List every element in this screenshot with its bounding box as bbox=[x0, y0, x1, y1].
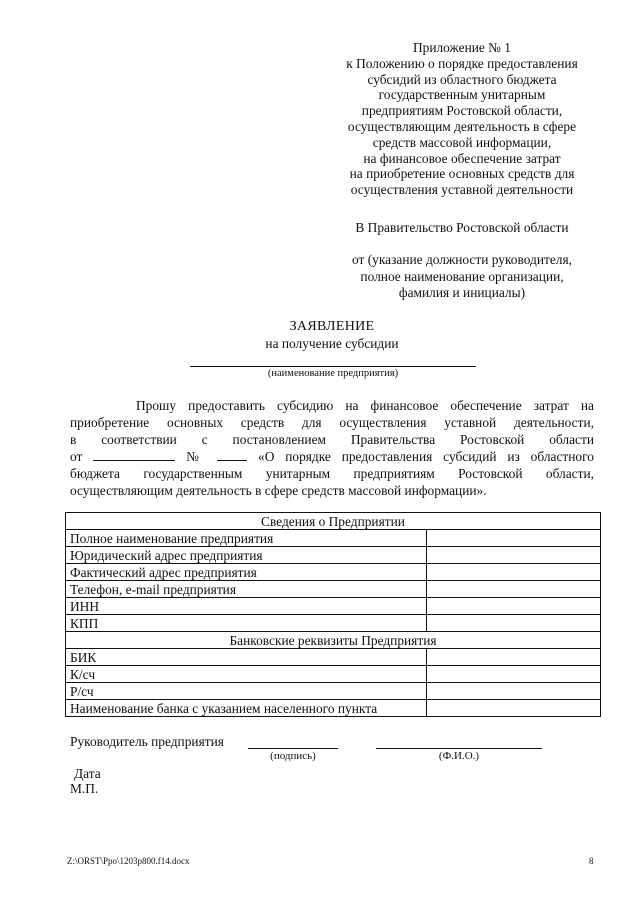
table-section-row bbox=[66, 632, 601, 649]
body-line: осуществляющим деятельность в сфере средств массовой информации». bbox=[70, 483, 487, 498]
appendix-line: государственным унитарным bbox=[378, 87, 546, 103]
row-value-cell[interactable] bbox=[427, 530, 601, 547]
sender-block bbox=[322, 252, 602, 302]
row-value-cell[interactable] bbox=[427, 683, 601, 700]
table-row bbox=[66, 564, 601, 581]
body-line: приобретение основных средств для осуществления уставной деятельности, bbox=[70, 415, 594, 430]
decree-number-field[interactable] bbox=[217, 449, 247, 461]
appendix-header bbox=[322, 40, 602, 198]
body-word: от bbox=[70, 449, 83, 464]
row-label: ИНН bbox=[66, 598, 427, 615]
body-word: области bbox=[549, 432, 594, 447]
row-value-cell[interactable] bbox=[427, 598, 601, 615]
row-value-cell[interactable] bbox=[427, 581, 601, 598]
sender-line: от (указание должности руководителя, bbox=[352, 252, 572, 267]
signature-label: Руководитель предприятия bbox=[70, 734, 224, 749]
enterprise-info-table bbox=[65, 512, 601, 717]
table-section-row bbox=[66, 513, 601, 530]
body-word: Правительства bbox=[350, 432, 436, 447]
full-name-caption: (Ф.И.О.) bbox=[438, 750, 480, 762]
row-value-cell[interactable] bbox=[427, 700, 601, 717]
body-text-fragment: «О порядке предоставления субсидий из областного bbox=[258, 449, 594, 464]
table-row bbox=[66, 615, 601, 632]
document-title: ЗАЯВЛЕНИЕ bbox=[289, 319, 375, 334]
enterprise-name-caption: (наименование предприятия) bbox=[267, 368, 399, 379]
decree-date-field[interactable] bbox=[93, 449, 175, 461]
footer-file-path: Z:\ORST\Ppo\1203p800.f14.docx bbox=[67, 856, 190, 866]
sender-line: фамилия и инициалы) bbox=[398, 285, 526, 300]
row-label: КПП bbox=[66, 615, 427, 632]
row-label: Юридический адрес предприятия bbox=[66, 547, 427, 564]
stamp-label: М.П. bbox=[70, 781, 99, 796]
body-word: Ростовской bbox=[460, 432, 525, 447]
appendix-line: осуществления уставной деятельности bbox=[350, 182, 574, 198]
row-label: Фактический адрес предприятия bbox=[66, 564, 427, 581]
row-value-cell[interactable] bbox=[427, 649, 601, 666]
appendix-line: на финансовое обеспечение затрат bbox=[363, 150, 561, 166]
row-value-cell[interactable] bbox=[427, 547, 601, 564]
row-value-cell[interactable] bbox=[427, 615, 601, 632]
body-word: соответствии bbox=[101, 432, 177, 447]
appendix-line: Приложение № 1 bbox=[412, 40, 512, 55]
table-row bbox=[66, 581, 601, 598]
application-body bbox=[70, 397, 594, 499]
body-word: в bbox=[70, 432, 77, 447]
sender-line: полное наименование организации, bbox=[360, 268, 564, 284]
row-label: Полное наименование предприятия bbox=[66, 530, 427, 547]
body-word: с bbox=[201, 432, 208, 447]
body-line bbox=[70, 431, 594, 448]
row-value-cell[interactable] bbox=[427, 564, 601, 581]
date-label: Дата bbox=[74, 766, 101, 781]
body-word: постановлением bbox=[232, 432, 327, 447]
row-value-cell[interactable] bbox=[427, 666, 601, 683]
body-word: № bbox=[186, 449, 207, 464]
table-row bbox=[66, 683, 601, 700]
table-row bbox=[66, 649, 601, 666]
signature-field[interactable] bbox=[248, 748, 338, 749]
enterprise-name-field[interactable] bbox=[190, 366, 476, 367]
table-row bbox=[66, 598, 601, 615]
row-label: Телефон, e-mail предприятия bbox=[66, 581, 427, 598]
appendix-line: к Положению о порядке предоставления bbox=[346, 55, 578, 71]
signature-caption: (подпись) bbox=[270, 750, 316, 762]
section-header: Сведения о Предприятии bbox=[66, 513, 601, 530]
table-row bbox=[66, 666, 601, 683]
body-line: Прошу предоставить субсидию на финансовое обеспечение затрат на bbox=[136, 398, 594, 413]
row-label: Р/сч bbox=[66, 683, 427, 700]
page-number: 8 bbox=[589, 856, 594, 866]
full-name-field[interactable] bbox=[376, 748, 542, 749]
table-row bbox=[66, 700, 601, 717]
appendix-line: осуществляющим деятельность в сфере bbox=[347, 118, 577, 134]
row-label: К/сч bbox=[66, 666, 427, 683]
section-header: Банковские реквизиты Предприятия bbox=[66, 632, 601, 649]
row-label: БИК bbox=[66, 649, 427, 666]
addressee: В Правительство Ростовской области bbox=[355, 220, 569, 235]
body-line bbox=[70, 448, 594, 465]
table-row bbox=[66, 547, 601, 564]
appendix-line: на приобретение основных средств для bbox=[349, 166, 575, 182]
appendix-line: предприятиям Ростовской области, bbox=[361, 103, 563, 119]
appendix-line: субсидий из областного бюджета bbox=[367, 71, 557, 87]
body-line: бюджета государственным унитарным предприятиям Ростовской области, bbox=[70, 466, 594, 481]
row-label: Наименование банка с указанием населенного пункта bbox=[66, 700, 427, 717]
document-subtitle: на получение субсидии bbox=[265, 336, 399, 351]
appendix-line: средств массовой информации, bbox=[372, 134, 552, 150]
table-row bbox=[66, 530, 601, 547]
